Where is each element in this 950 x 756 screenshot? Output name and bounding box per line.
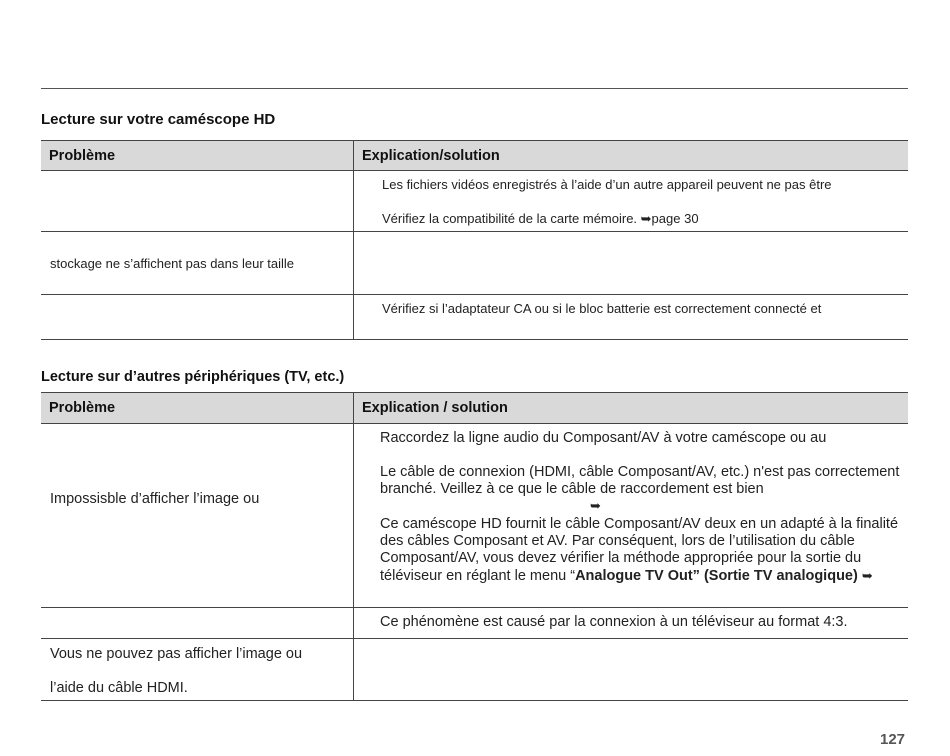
troubleshooting-table-hd xyxy=(41,140,908,340)
table-header-row xyxy=(41,393,908,424)
solution-line: Raccordez la ligne audio du Composant/AV à votre caméscope ou au xyxy=(380,430,827,446)
solution-paragraph: Le câble de connexion (HDMI, câble Composant/AV, etc.) n'est pas correctement branché. Veillez à ce que le câble de raccordement est bien xyxy=(380,464,900,497)
problem-line: Impossisble d’afficher l’image ou xyxy=(50,491,260,507)
header-solution: Explication / solution xyxy=(354,393,909,424)
problem-cell xyxy=(41,608,354,639)
table-row xyxy=(41,424,908,608)
top-divider xyxy=(41,88,908,89)
problem-cell xyxy=(41,232,354,295)
table-row xyxy=(41,171,908,232)
solution-cell xyxy=(354,232,909,295)
solution-cell xyxy=(354,295,909,340)
solution-line: Les fichiers vidéos enregistrés à l’aide d’un autre appareil peuvent ne pas être xyxy=(382,177,832,192)
problem-cell xyxy=(41,295,354,340)
section-title-hd-playback: Lecture sur votre caméscope HD xyxy=(41,111,276,128)
solution-cell xyxy=(354,608,909,639)
header-solution: Explication/solution xyxy=(354,141,909,171)
problem-cell xyxy=(41,424,354,608)
problem-line: Vous ne pouvez pas afficher l’image ou xyxy=(50,646,303,662)
solution-paragraph-text: Ce caméscope HD fournit le câble Composant/AV deux en un adapté à la finalité des câbles Composant et AV. Par conséquent, lors de l’utilisation du câble Composant/AV, vous devez vérifier la méthode appropriée pour la sortie du téléviseur en réglant le menu “ xyxy=(380,516,899,584)
solution-line: Vérifiez la compatibilité de la carte mémoire. ➥page 30 xyxy=(382,211,699,226)
solution-cell xyxy=(354,639,909,701)
header-problem: Problème xyxy=(41,393,354,424)
header-problem: Problème xyxy=(41,141,354,171)
problem-line: stockage ne s’affichent pas dans leur taille xyxy=(50,256,295,271)
section-title-other-devices: Lecture sur d’autres périphériques (TV, etc.) xyxy=(41,369,345,385)
problem-cell xyxy=(41,171,354,232)
table-row xyxy=(41,639,908,701)
table-row xyxy=(41,232,908,295)
problem-cell xyxy=(41,639,354,701)
page-number: 127 xyxy=(880,731,906,748)
solution-cell xyxy=(354,424,909,608)
menu-name-emphasis: Analogue TV Out” (Sortie TV analogique) xyxy=(575,568,858,584)
solution-line: Vérifiez si l’adaptateur CA ou si le bloc batterie est correctement connecté et xyxy=(382,301,822,316)
page-reference-arrow-icon: ➥ xyxy=(590,498,601,513)
table-header-row xyxy=(41,141,908,171)
page-reference-arrow-icon: ➥ xyxy=(861,568,873,583)
problem-line: l’aide du câble HDMI. xyxy=(50,680,188,696)
solution-line: Ce phénomène est causé par la connexion à un téléviseur au format 4:3. xyxy=(380,614,848,630)
troubleshooting-table-other-devices xyxy=(41,392,908,701)
solution-cell xyxy=(354,171,909,232)
solution-paragraph xyxy=(380,516,904,585)
table-row xyxy=(41,295,908,340)
table-row xyxy=(41,608,908,639)
